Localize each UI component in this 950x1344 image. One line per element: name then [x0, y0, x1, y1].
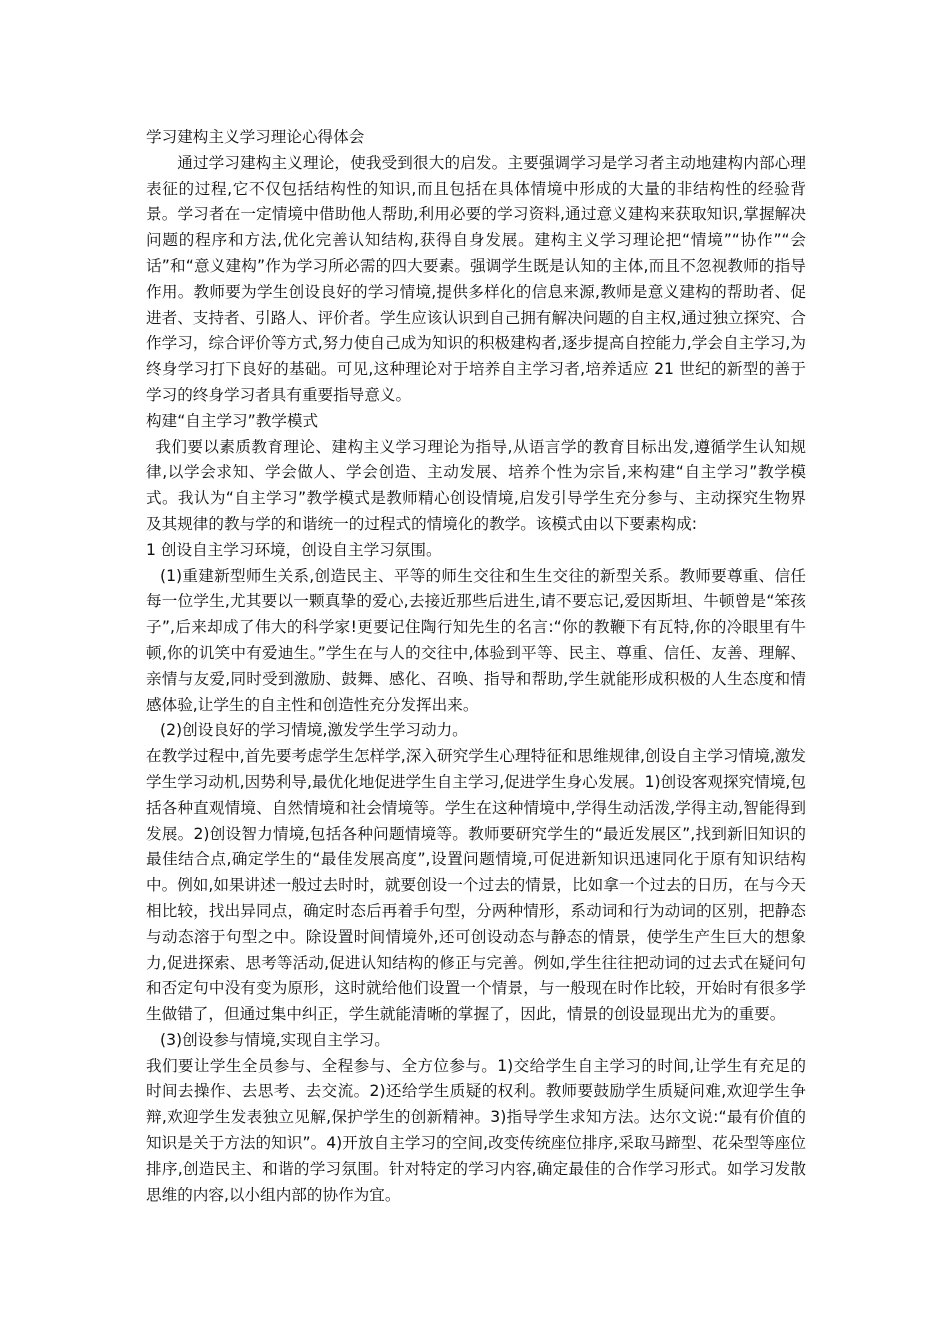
section-heading-model: 构建“自主学习”教学模式	[146, 411, 319, 430]
document-body	[146, 125, 806, 1208]
document-title: 学习建构主义学习理论心得体会	[146, 128, 365, 146]
paragraph-situation: 在教学过程中,首先要考虑学生怎样学,深入研究学生心理特征和思维规律,创设自主学习情境,激发学生学习动机,因势利导,最优化地促进学生自主学习,促进学生身心发展。1)创设客观探究情境,包括各种直观情境、自然情境和社会情境等。学生在这种情境中,学得生动活泼,学得主动,智能得到发展。2)创设智力情境,包括各种问题情境等。教师要研究学生的“最近发展区”,找到新旧知识的最佳结合点,确定学生的“最佳发展高度”,设置问题情境,可促进新知识迅速同化于原有知识结构中。例如,如果讲述一般过去时时，就要创设一个过去的情景，比如拿一个过去的日历，在与今天相比较，找出异同点，确定时态后再着手句型，分两种情形，系动词和行为动词的区别，把静态与动态溶于句型之中。除设置时间情境外,还可创设动态与静态的情景，使学生产生巨大的想象力,促进探索、思考等活动,促进认知结构的修正与完善。例如,学生往往把动词的过去式在疑问句和否定句中没有变为原形，这时就给他们设置一个情景，与一般现在时作比较，开始时有很多学生做错了，但通过集中纠正，学生就能清晰的掌握了，因此，情景的创设显现出尤为的重要。	[146, 747, 806, 1024]
paragraph-model: 我们要以素质教育理论、建构主义学习理论为指导,从语言学的教育目标出发,遵循学生认知规律,以学会求知、学会做人、学会创造、主动发展、培养个性为宗旨,来构建“自主学习”教学模式。我认为“自主学习”教学模式是教师精心创设情境,启发引导学生充分参与、主动探究生物界及其规律的教与学的和谐统一的过程式的情境化的教学。该模式由以下要素构成:	[146, 437, 806, 533]
paragraph-relationship: (1)重建新型师生关系,创造民主、平等的师生交往和生生交往的新型关系。教师要尊重、信任每一位学生,尤其要以一颗真挚的爱心,去接近那些后进生,请不要忘记,爱因斯坦、牛顿曾是“笨孩子”,后来却成了伟大的科学家!更要记住陶行知先生的名言:“你的教鞭下有瓦特,你的冷眼里有牛顿,你的讥笑中有爱迪生。”学生在与人的交往中,体验到平等、民主、尊重、信任、友善、理解、亲情与友爱,同时受到激励、鼓舞、感化、召唤、指导和帮助,学生就能形成积极的人生态度和情感体验,让学生的自主性和创造性充分发挥出来。	[146, 566, 806, 714]
subheading-situation: (2)创设良好的学习情境,激发学生学习动力。	[160, 721, 468, 740]
section-heading-environment: 1 创设自主学习环境，创设自主学习氛围。	[146, 540, 442, 559]
paragraph-intro: 通过学习建构主义理论，使我受到很大的启发。主要强调学习是学习者主动地建构内部心理表征的过程,它不仅包括结构性的知识,而且包括在具体情境中形成的大量的非结构性的经验背景。学习者在一定情境中借助他人帮助,利用必要的学习资料,通过意义建构来获取知识,掌握解决问题的程序和方法,优化完善认知结构,获得自身发展。建构主义学习理论把“情境”“协作”“会话”和“意义建构”作为学习所必需的四大要素。强调学生既是认知的主体,而且不忽视教师的指导作用。教师要为学生创设良好的学习情境,提供多样化的信息来源,教师是意义建构的帮助者、促进者、支持者、引路人、评价者。学生应该认识到自己拥有解决问题的自主权,通过独立探究、合作学习，综合评价等方式,努力使自己成为知识的积极建构者,逐步提高自控能力,学会自主学习,为终身学习打下良好的基础。可见,这种理论对于培养自主学习者,培养适应 21 世纪的新型的善于学习的终身学习者具有重要指导意义。	[146, 153, 806, 404]
subheading-participation: (3)创设参与情境,实现自主学习。	[160, 1030, 390, 1049]
paragraph-participation: 我们要让学生全员参与、全程参与、全方位参与。1)交给学生自主学习的时间,让学生有充足的时间去操作、去思考、去交流。2)还给学生质疑的权利。教师要鼓励学生质疑问难,欢迎学生争辩,欢迎学生发表独立见解,保护学生的创新精神。3)指导学生求知方法。达尔文说:“最有价值的知识是关于方法的知识”。4)开放自主学习的空间,改变传统座位排序,采取马蹄型、花朵型等座位排序,创造民主、和谐的学习氛围。针对特定的学习内容,确定最佳的合作学习形式。如学习发散思维的内容,以小组内部的协作为宜。	[146, 1056, 806, 1204]
